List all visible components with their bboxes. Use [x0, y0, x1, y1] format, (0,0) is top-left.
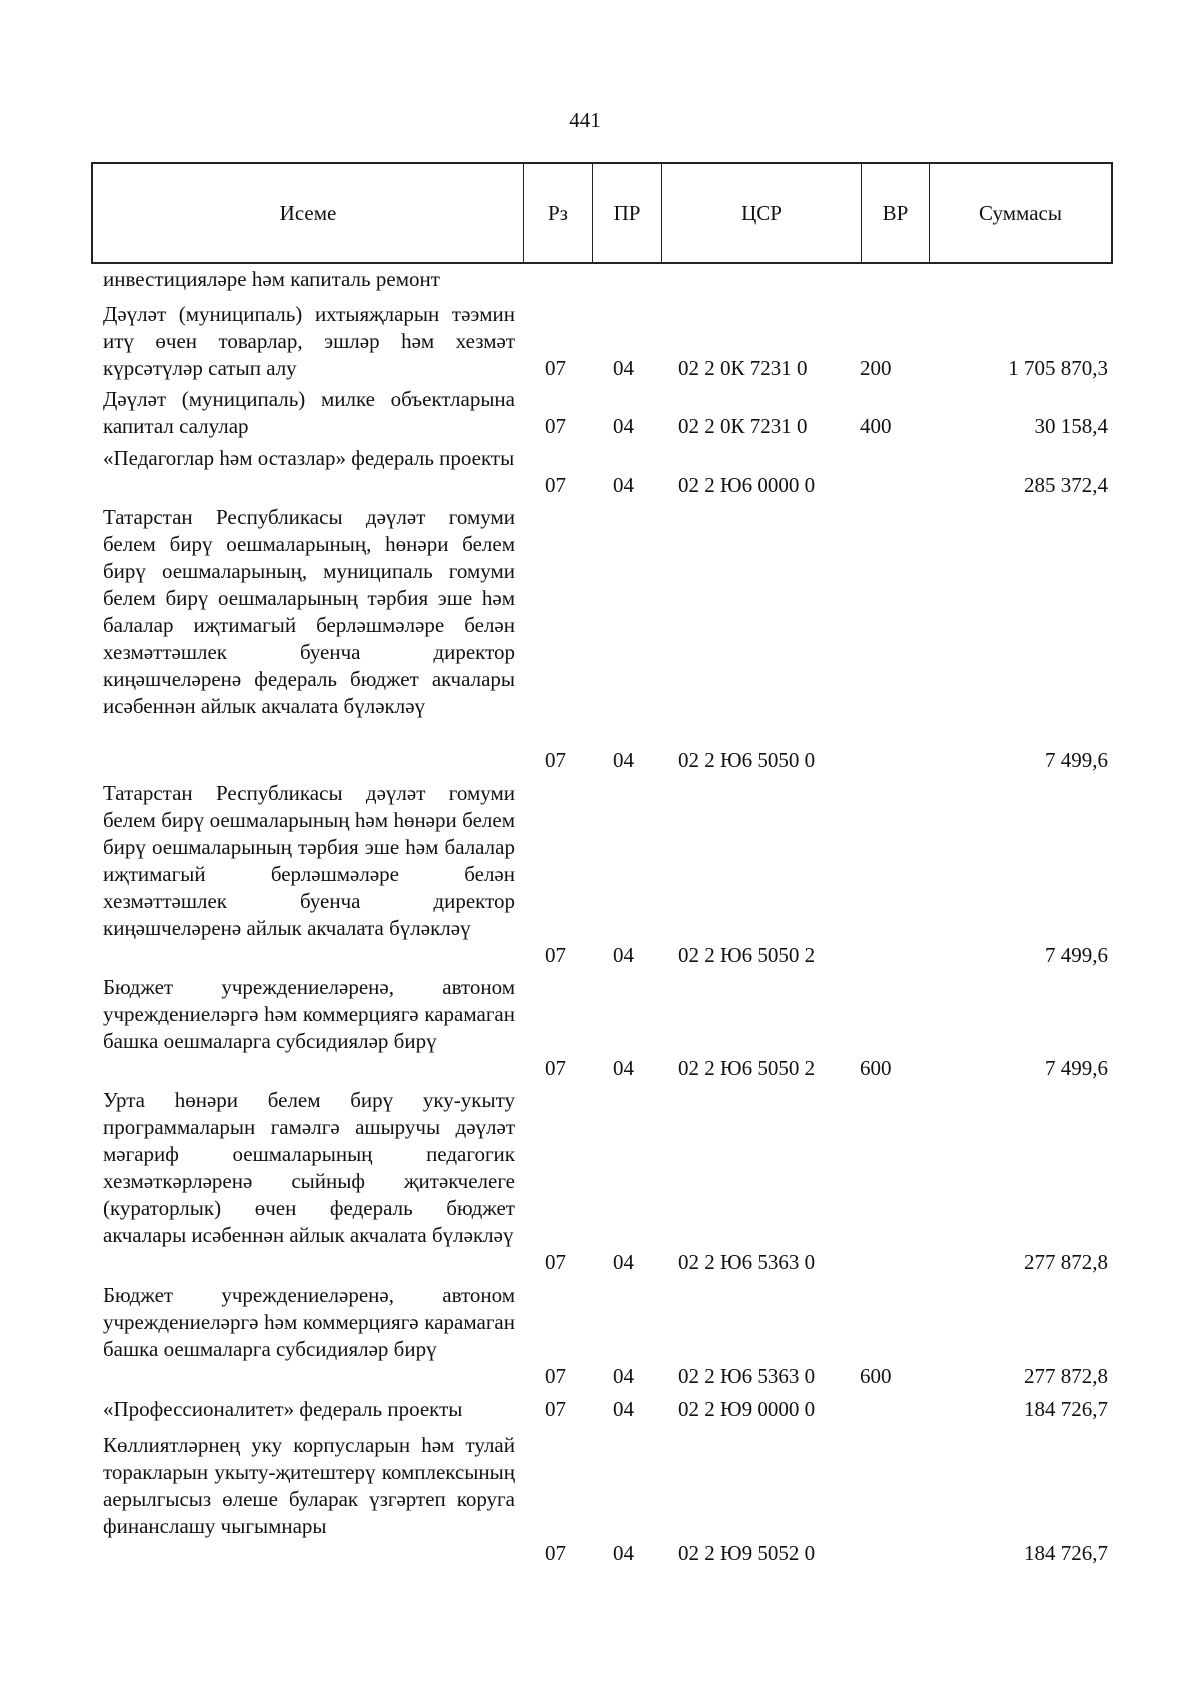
row-pr: 04 [613, 1364, 634, 1388]
row-csr: 02 2 Ю6 5363 0 [678, 1364, 816, 1388]
row-name: «Профессионалитет» федераль проекты [103, 1397, 463, 1421]
row-sum: 184 726,7 [1024, 1541, 1108, 1565]
row-name: Татарстан Республикасы дәүләт гомуми белем бирү оешмаларының һәм һөнәри белем бирү оешмаларының тәрбия эше һәм балалар иҗтимагый берләшмәләре белән хезмәттәшлек буенча директор киңәшчеләренә айлык акчалата бүләкләү [103, 781, 515, 940]
row-rz: 07 [545, 356, 566, 380]
row-pr: 04 [613, 1541, 634, 1565]
row-rz: 07 [545, 1397, 566, 1421]
row-rz: 07 [545, 414, 566, 438]
header-pr: ПР [593, 164, 662, 262]
row-sum: 7 499,6 [1045, 1056, 1108, 1080]
row-csr: 02 2 Ю6 5363 0 [678, 1250, 816, 1274]
row-sum: 1 705 870,3 [1008, 356, 1108, 380]
row-pr: 04 [613, 414, 634, 438]
row-pr: 04 [613, 1397, 634, 1421]
row-sum: 30 158,4 [1034, 414, 1108, 438]
row-csr: 02 2 0К 7231 0 [678, 414, 808, 438]
header-rz: Рз [524, 164, 593, 262]
row-pr: 04 [613, 1250, 634, 1274]
row-csr: 02 2 Ю6 5050 2 [678, 1056, 816, 1080]
header-vr: ВР [862, 164, 930, 262]
row-pr: 04 [613, 356, 634, 380]
row-csr: 02 2 Ю9 0000 0 [678, 1397, 816, 1421]
row-sum: 7 499,6 [1045, 748, 1108, 772]
row-name: Дәүләт (муниципаль) ихтыяҗларын тәэмин итү өчен товарлар, эшләр һәм хезмәт күрсәтүләр сатып алу [103, 302, 515, 380]
page-number: 441 [569, 108, 601, 132]
row-rz: 07 [545, 1364, 566, 1388]
table-header [91, 162, 1113, 264]
row-name: Бюджет учреждениеләренә, автоном учреждениеләргә һәм коммерциягә карамаган башка оешмаларга субсидияләр бирү [103, 975, 515, 1053]
header-sum: Суммасы [979, 200, 1062, 225]
row-name: Дәүләт (муниципаль) милке объектларына капитал салулар [103, 387, 515, 438]
row-sum: 184 726,7 [1024, 1397, 1108, 1421]
row-csr: 02 2 Ю6 0000 0 [678, 473, 816, 497]
row-sum: 277 872,8 [1024, 1364, 1108, 1388]
row-sum: 7 499,6 [1045, 943, 1108, 967]
row-pr: 04 [613, 943, 634, 967]
row-rz: 07 [545, 473, 566, 497]
row-name: Көллиятләрнең уку корпусларын һәм тулай торакларын укыту-җитештерү комплексының аерылгысыз өлеше буларак үзгәртеп коруга финанслашу чыгымнары [103, 1433, 515, 1538]
row-name: Татарстан Республикасы дәүләт гомуми белем бирү оешмаларының, һөнәри белем бирү оешмаларының, муниципаль гомуми белем бирү оешмаларының тәрбия эше һәм балалар иҗтимагый берләшмәләре белән хезмәттәшлек буенча директор киңәшчеләренә федераль бюджет акчалары исәбеннән айлык акчалата бүләкләү [103, 505, 515, 718]
row-rz: 07 [545, 748, 566, 772]
row-name: Урта һөнәри белем бирү уку-укыту программаларын гамәлгә ашыручы дәүләт мәгариф оешмаларының педагогик хезмәткәрләренә сыйныф җитәкчелеге (кураторлык) өчен федераль бюджет акчалары исәбеннән айлык акчалата бүләкләү [103, 1088, 515, 1247]
row-pr: 04 [613, 1056, 634, 1080]
row-rz: 07 [545, 1056, 566, 1080]
row-vr: 200 [860, 356, 892, 380]
row-csr: 02 2 0К 7231 0 [678, 356, 808, 380]
row-csr: 02 2 Ю9 5052 0 [678, 1541, 816, 1565]
row-pr: 04 [613, 748, 634, 772]
row-sum: 285 372,4 [1024, 473, 1108, 497]
row-vr: 400 [860, 414, 892, 438]
row-rz: 07 [545, 943, 566, 967]
row-pr: 04 [613, 473, 634, 497]
header-csr: ЦСР [662, 164, 862, 262]
row-csr: 02 2 Ю6 5050 0 [678, 748, 816, 772]
row-csr: 02 2 Ю6 5050 2 [678, 943, 816, 967]
row-name: Бюджет учреждениеләренә, автоном учреждениеләргә һәм коммерциягә карамаган башка оешмаларга субсидияләр бирү [103, 1283, 515, 1361]
header-name: Исеме [93, 164, 524, 262]
row-vr: 600 [860, 1056, 892, 1080]
row-sum: 277 872,8 [1024, 1250, 1108, 1274]
row-rz: 07 [545, 1250, 566, 1274]
continuation-text: инвестицияләре һәм капиталь ремонт [103, 267, 440, 291]
row-name: «Педагоглар һәм остазлар» федераль проекты [103, 446, 515, 470]
row-vr: 600 [860, 1364, 892, 1388]
row-rz: 07 [545, 1541, 566, 1565]
